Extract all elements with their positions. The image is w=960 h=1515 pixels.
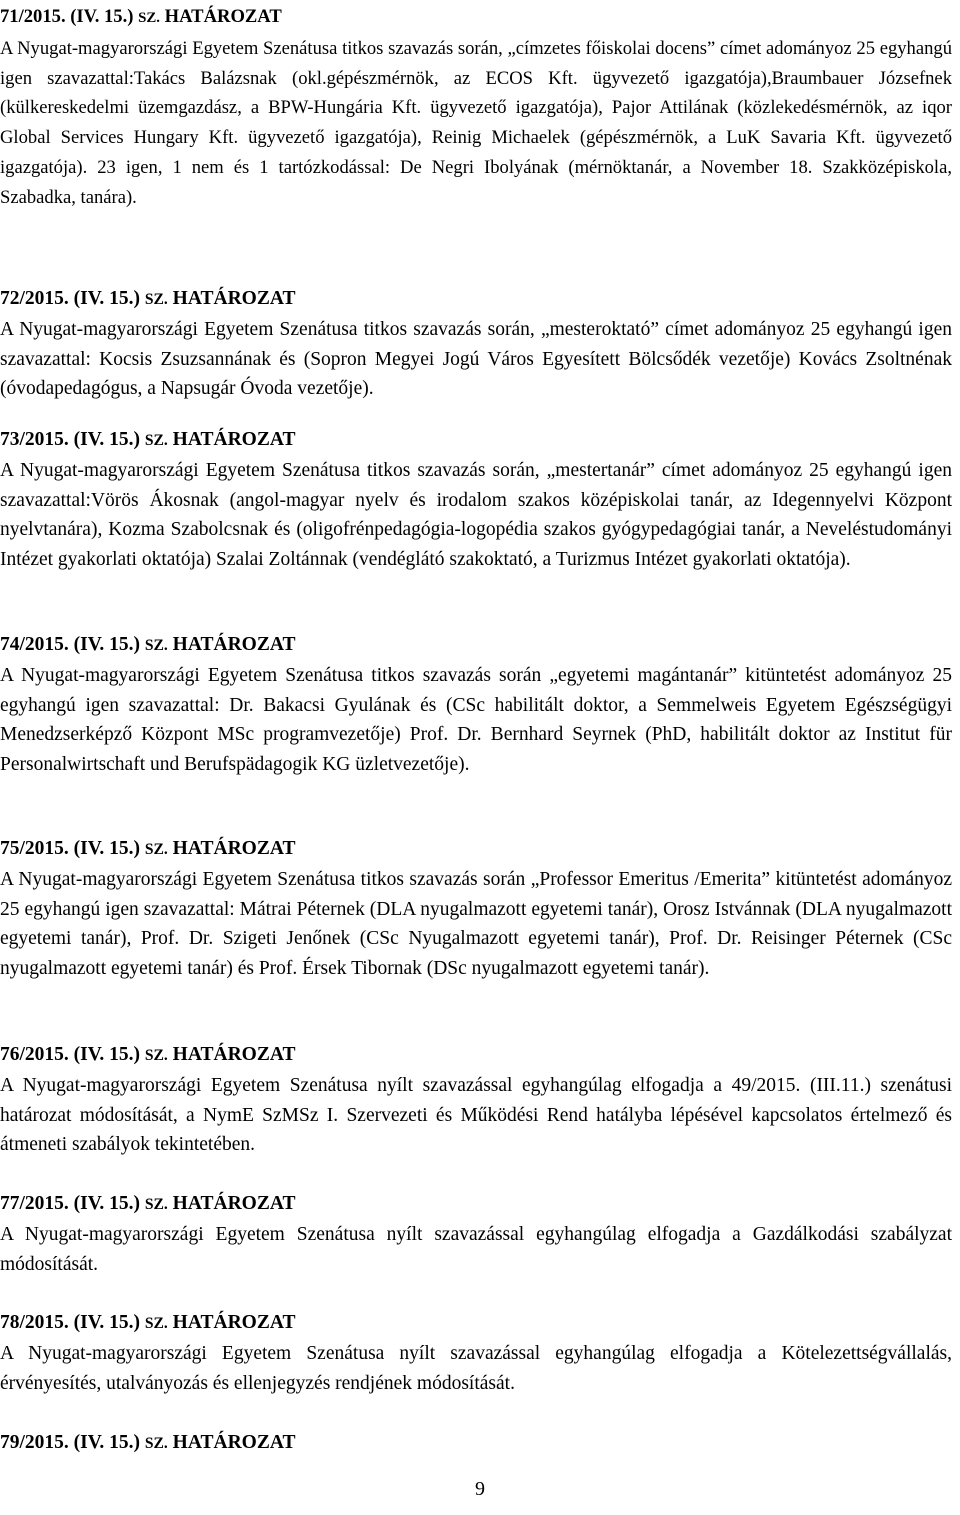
decision-heading: 79/2015. (IV. 15.) SZ. HATÁROZAT [0,1432,296,1453]
decision-text: A Nyugat-magyarországi Egyetem Szenátusa titkos szavazás során, „címzetes főiskolai docens” címet adományoz 25 egyhangú igen szavazattal:Takács Balázsnak (okl.gépészmérnök, az ECOS Kft. ügyvezető igazgatója),Braumbauer Józsefnek (külkereskedelmi üzemgazdász, a BPW-Hungária Kft. ügyvezető igazgatója), Pajor Attilának (közlekedésmérnök, az iqor Global Services Hungary Kft. ügyvezető igazgatója), Reinig Michaelek (gépészmérnök, a LuK Savaria Kft. ügyvezető igazgatója). 23 igen, 1 nem és 1 tartózkodással: De Negri Ibolyának (mérnöktanár, a November 18. Szakközépiskola, Szabadka, tanára). [0,37,952,208]
page-number: 9 [475,1478,485,1500]
decision-77 [0,1189,952,1279]
decision-text: A Nyugat-magyarországi Egyetem Szenátusa nyílt szavazással egyhangúlag elfogadja a 49/2015. (III.11.) szenátusi határozat módosítását, a NymE SzMSz I. Szervezeti és Működési Rend hatályba lépésével kapcsolatos értelmező és átmeneti szabályok tekintetében. [0,1074,952,1156]
decision-heading: 75/2015. (IV. 15.) SZ. HATÁROZAT [0,838,296,859]
decision-text: A Nyugat-magyarországi Egyetem Szenátusa titkos szavazás során, „mestertanár” címet adományoz 25 egyhangú igen szavazattal:Vörös Ákosnak (angol-magyar nyelv és irodalom szakos középiskolai tanár, az Idegennyelvi Központ nyelvtanára), Kozma Szabolcsnak és (oligofrénpedagógia-logopédia szakos gyógypedagógiai tanár, a Neveléstudományi Intézet gyakorlati oktatója) Szalai Zoltánnak (vendéglátó szakoktató, a Turizmus Intézet gyakorlati oktatója). [0,459,952,571]
decision-79 [0,1428,952,1459]
decision-heading: 71/2015. (IV. 15.) SZ. HATÁROZAT [0,6,282,27]
decision-74 [0,630,952,780]
decision-heading: 76/2015. (IV. 15.) SZ. HATÁROZAT [0,1044,296,1065]
decision-71 [0,2,952,213]
decision-text: A Nyugat-magyarországi Egyetem Szenátusa titkos szavazás során „egyetemi magántanár” kitüntetést adományoz 25 egyhangú igen szavazattal: Dr. Bakacsi Gyulának és (CSc habilitált doktor, a Semmelweis Egyetem Egészségügyi Menedzserképző Központ MSc programvezetője) Prof. Dr. Bernhard Seyrnek (PhD, habilitált doktor az Institut für Personalwirtschaft und Berufspädagogik KG üzletvezetője). [0,664,952,776]
decision-72 [0,284,952,404]
decision-text: A Nyugat-magyarországi Egyetem Szenátusa titkos szavazás során „Professor Emeritus /Emerita” kitüntetést adományoz 25 egyhangú igen szavazattal: Mátrai Péternek (DLA nyugalmazott egyetemi tanár), Orosz Istvánnak (DLA nyugalmazott egyetemi tanár), Prof. Dr. Szigeti Jenőnek (CSc Nyugalmazott egyetemi tanár), Prof. Dr. Reisinger Péternek (CSc nyugalmazott egyetemi tanár) és Prof. Érsek Tibornak (DSc nyugalmazott egyetemi tanár). [0,868,952,980]
decision-heading: 78/2015. (IV. 15.) SZ. HATÁROZAT [0,1312,296,1333]
decision-78 [0,1308,952,1398]
decision-heading: 74/2015. (IV. 15.) SZ. HATÁROZAT [0,634,296,655]
decision-heading: 77/2015. (IV. 15.) SZ. HATÁROZAT [0,1193,296,1214]
decision-75 [0,834,952,984]
decision-text: A Nyugat-magyarországi Egyetem Szenátusa nyílt szavazással egyhangúlag elfogadja a Kötelezettségvállalás, érvényesítés, utalványozás és ellenjegyzés rendjének módosítását. [0,1342,952,1394]
decision-heading: 72/2015. (IV. 15.) SZ. HATÁROZAT [0,288,296,309]
decision-73 [0,425,952,575]
decision-text: A Nyugat-magyarországi Egyetem Szenátusa nyílt szavazással egyhangúlag elfogadja a Gazdálkodási szabályzat módosítását. [0,1223,952,1275]
decision-76 [0,1040,952,1160]
decision-heading: 73/2015. (IV. 15.) SZ. HATÁROZAT [0,429,296,450]
decision-text: A Nyugat-magyarországi Egyetem Szenátusa titkos szavazás során, „mesteroktató” címet adományoz 25 egyhangú igen szavazattal: Kocsis Zsuzsannának és (Sopron Megyei Jogú Város Egyesített Bölcsődék vezetője) Kovács Zsoltnénak (óvodapedagógus, a Napsugár Óvoda vezetője). [0,318,952,400]
